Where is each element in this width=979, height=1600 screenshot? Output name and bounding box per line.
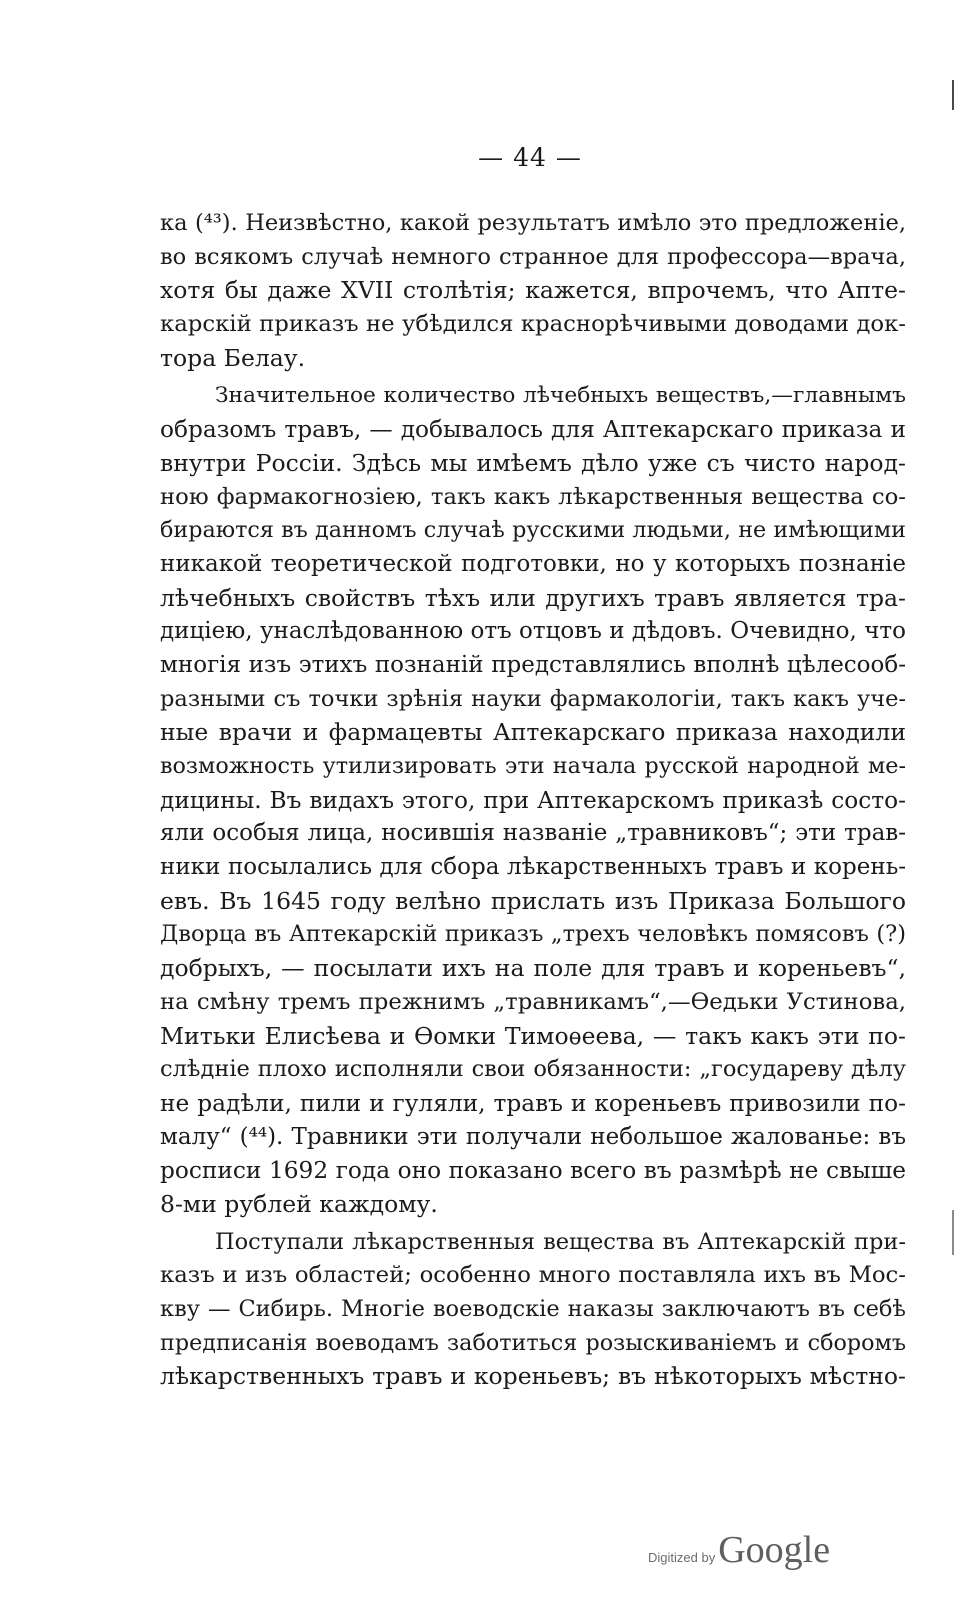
text-line: диціею, унаслѣдованною отъ отцовъ и дѣдовъ. Очевидно, что: [160, 618, 906, 645]
text-line: Дворца въ Аптекарскій приказъ „трехъ человѣкъ помясовъ (?): [160, 921, 906, 948]
text-line: ные врачи и фармацевты Аптекарскаго приказа находили: [160, 718, 906, 747]
watermark-prefix: Digitized by: [648, 1550, 716, 1565]
text-line: 8-ми рублей каждому.: [160, 1189, 438, 1218]
text-line: Значительное количество лѣчебныхъ веществъ,—главнымъ: [215, 383, 906, 409]
text-line: образомъ травъ, — добывалось для Аптекарскаго приказа и: [160, 416, 906, 444]
text-line: слѣдніе плохо исполняли свои обязанности: „государеву дѣлу: [160, 1056, 906, 1083]
text-line: возможность утилизировать эти начала русской народной ме-: [160, 753, 906, 779]
text-line: тора Белау.: [160, 343, 306, 372]
text-line: многія изъ этихъ познаній представлялись вполнѣ цѣлесооб-: [160, 651, 906, 678]
google-logo: Google: [718, 1529, 831, 1571]
text-line: кву — Сибирь. Многіе воеводскіе наказы заключаютъ въ себѣ: [160, 1296, 906, 1322]
text-line: Поступали лѣкарственныя вещества въ Аптекарскій при-: [215, 1228, 906, 1255]
text-line: лѣкарственныхъ травъ и кореньевъ; въ нѣкоторыхъ мѣстно-: [160, 1362, 906, 1391]
text-line: хотя бы даже XVII столѣтія; кажется, впрочемъ, что Апте-: [160, 276, 906, 305]
text-line: внутри Россіи. Здѣсь мы имѣемъ дѣло уже съ чисто народ-: [160, 448, 906, 477]
text-line: не радѣли, пили и гуляли, травъ и кореньевъ привозили по-: [160, 1089, 906, 1117]
text-line: евъ. Въ 1645 году велѣно прислать изъ Приказа Большого: [160, 886, 906, 915]
text-line: карскій приказъ не убѣдился краснорѣчивыми доводами док-: [160, 311, 906, 338]
text-line: ка (⁴³). Неизвѣстно, какой результатъ имѣло это предложеніе,: [160, 210, 906, 236]
text-line: дицины. Въ видахъ этого, при Аптекарскомъ приказѣ состо-: [160, 786, 906, 814]
text-line: разными съ точки зрѣнія науки фармакологіи, такъ какъ уче-: [160, 685, 906, 712]
text-line: Митьки Елисѣева и Ѳомки Тимоѳеева, — такъ какъ эти по-: [160, 1021, 906, 1050]
page-number: — 44 —: [478, 143, 582, 172]
digitized-watermark: [648, 1528, 830, 1572]
text-line: лѣчебныхъ свойствъ тѣхъ или другихъ травъ является тра-: [160, 583, 906, 612]
text-line: росписи 1692 года оно показано всего въ размѣрѣ не свыше: [160, 1157, 906, 1185]
text-line: ники посылались для сбора лѣкарственныхъ травъ и корень-: [160, 854, 906, 881]
body-text: [160, 207, 906, 1394]
text-line: казъ и изъ областей; особенно много поставляла ихъ въ Мос-: [160, 1262, 906, 1289]
text-line: предписанія воеводамъ заботиться розыскиваніемъ и сборомъ: [160, 1329, 906, 1356]
text-line: никакой теоретической подготовки, но у которыхъ познаніе: [160, 550, 906, 577]
text-line: добрыхъ, — посылати ихъ на поле для травъ и кореньевъ“,: [160, 954, 906, 983]
text-line: во всякомъ случаѣ немного странное для профессора—врача,: [160, 243, 906, 270]
text-line: на смѣну тремъ прежнимъ „травникамъ“,—Ѳедьки Устинова,: [160, 988, 906, 1015]
text-line: яли особыя лица, носившія названіе „травниковъ“; эти трав-: [160, 820, 906, 847]
text-line: малу“ (⁴⁴). Травники эти получали небольшое жалованье: въ: [160, 1123, 906, 1150]
page-edge-mark: [952, 80, 954, 110]
page-edge-mark: [952, 1210, 954, 1255]
text-line: бираются въ данномъ случаѣ русскими людьми, не имѣющими: [160, 517, 906, 544]
text-line: ною фармакогнозіею, такъ какъ лѣкарственныя вещества со-: [160, 483, 906, 510]
